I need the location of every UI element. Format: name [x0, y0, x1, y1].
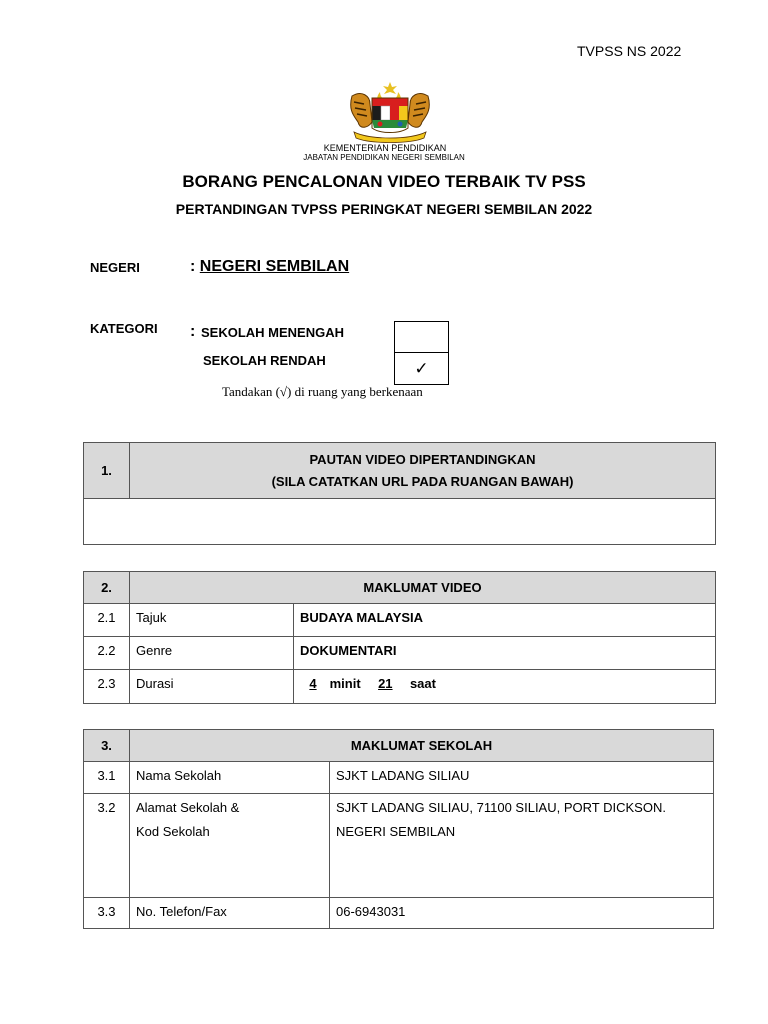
section-1-number: 1.: [84, 443, 130, 499]
kategori-checkbox-menengah[interactable]: [394, 321, 449, 353]
phone-fax-field[interactable]: 06-6943031: [330, 898, 714, 929]
page-title: BORANG PENCALONAN VIDEO TERBAIK TV PSS: [182, 172, 586, 191]
section-1-title: [130, 443, 716, 499]
section-1-title-line2: (SILA CATATKAN URL PADA RUANGAN BAWAH): [271, 473, 574, 489]
row-label: Tajuk: [130, 604, 294, 637]
row-label: Nama Sekolah: [130, 762, 330, 794]
section-video-link-table: [83, 442, 716, 545]
kategori-separator: :: [190, 323, 196, 340]
table-row: [84, 762, 714, 794]
row-number: 3.2: [84, 794, 130, 898]
negeri-label: NEGERI: [90, 260, 140, 275]
section-3-number: 3.: [84, 730, 130, 762]
table-row: [84, 637, 716, 670]
row-number: 2.1: [84, 604, 130, 637]
section-1-title-line1: PAUTAN VIDEO DIPERTANDINGKAN: [309, 451, 536, 467]
malaysia-coat-of-arms-icon: [340, 82, 440, 144]
row-number: 3.1: [84, 762, 130, 794]
table-row: [84, 794, 714, 898]
negeri-value-text: NEGERI SEMBILAN: [199, 258, 350, 275]
school-name-field[interactable]: SJKT LADANG SILIAU: [330, 762, 714, 794]
section-video-info-table: [83, 571, 716, 704]
video-url-field[interactable]: [84, 499, 716, 545]
duration-minutes-unit: minit: [329, 676, 361, 691]
address-line1: SJKT LADANG SILIAU, 71100 SILIAU, PORT DICKSON.: [336, 800, 666, 815]
row-label-line1: Alamat Sekolah &: [136, 800, 240, 815]
row-label-line2: Kod Sekolah: [136, 824, 210, 839]
duration-seconds: 21: [378, 676, 393, 691]
video-genre-field[interactable]: DOKUMENTARI: [294, 637, 716, 670]
kategori-option-rendah-label: SEKOLAH RENDAH: [203, 353, 326, 368]
row-label: No. Telefon/Fax: [130, 898, 330, 929]
row-number: 2.3: [84, 670, 130, 704]
table-row: [84, 604, 716, 637]
row-number: 2.2: [84, 637, 130, 670]
section-2-title: MAKLUMAT VIDEO: [130, 572, 716, 604]
negeri-value: [190, 258, 349, 276]
row-number: 3.3: [84, 898, 130, 929]
section-3-title: MAKLUMAT SEKOLAH: [130, 730, 714, 762]
address-line2: NEGERI SEMBILAN: [336, 824, 456, 839]
duration-seconds-unit: saat: [409, 676, 436, 691]
ministry-name: KEMENTERIAN PENDIDIKAN: [323, 143, 447, 153]
kategori-label: KATEGORI: [90, 321, 158, 336]
negeri-separator: :: [190, 258, 196, 275]
table-row: [84, 898, 714, 929]
table-row: [84, 670, 716, 704]
kategori-checkbox-rendah[interactable]: ✓: [394, 352, 449, 385]
video-duration-field[interactable]: [294, 670, 716, 704]
row-label: Genre: [130, 637, 294, 670]
kategori-instruction: Tandakan (√) di ruang yang berkenaan: [222, 384, 423, 399]
row-label: [130, 794, 330, 898]
row-label: Durasi: [130, 670, 294, 704]
document-code: TVPSS NS 2022: [577, 43, 682, 59]
video-title-field[interactable]: BUDAYA MALAYSIA: [294, 604, 716, 637]
kategori-option-menengah-label: SEKOLAH MENENGAH: [201, 325, 345, 340]
duration-minutes: 4: [309, 676, 317, 691]
page-subtitle: PERTANDINGAN TVPSS PERINGKAT NEGERI SEMBILAN 2022: [175, 201, 593, 217]
department-name: JABATAN PENDIDIKAN NEGERI SEMBILAN: [303, 153, 465, 162]
section-school-info-table: [83, 729, 714, 929]
school-address-field[interactable]: [330, 794, 714, 898]
section-2-number: 2.: [84, 572, 130, 604]
